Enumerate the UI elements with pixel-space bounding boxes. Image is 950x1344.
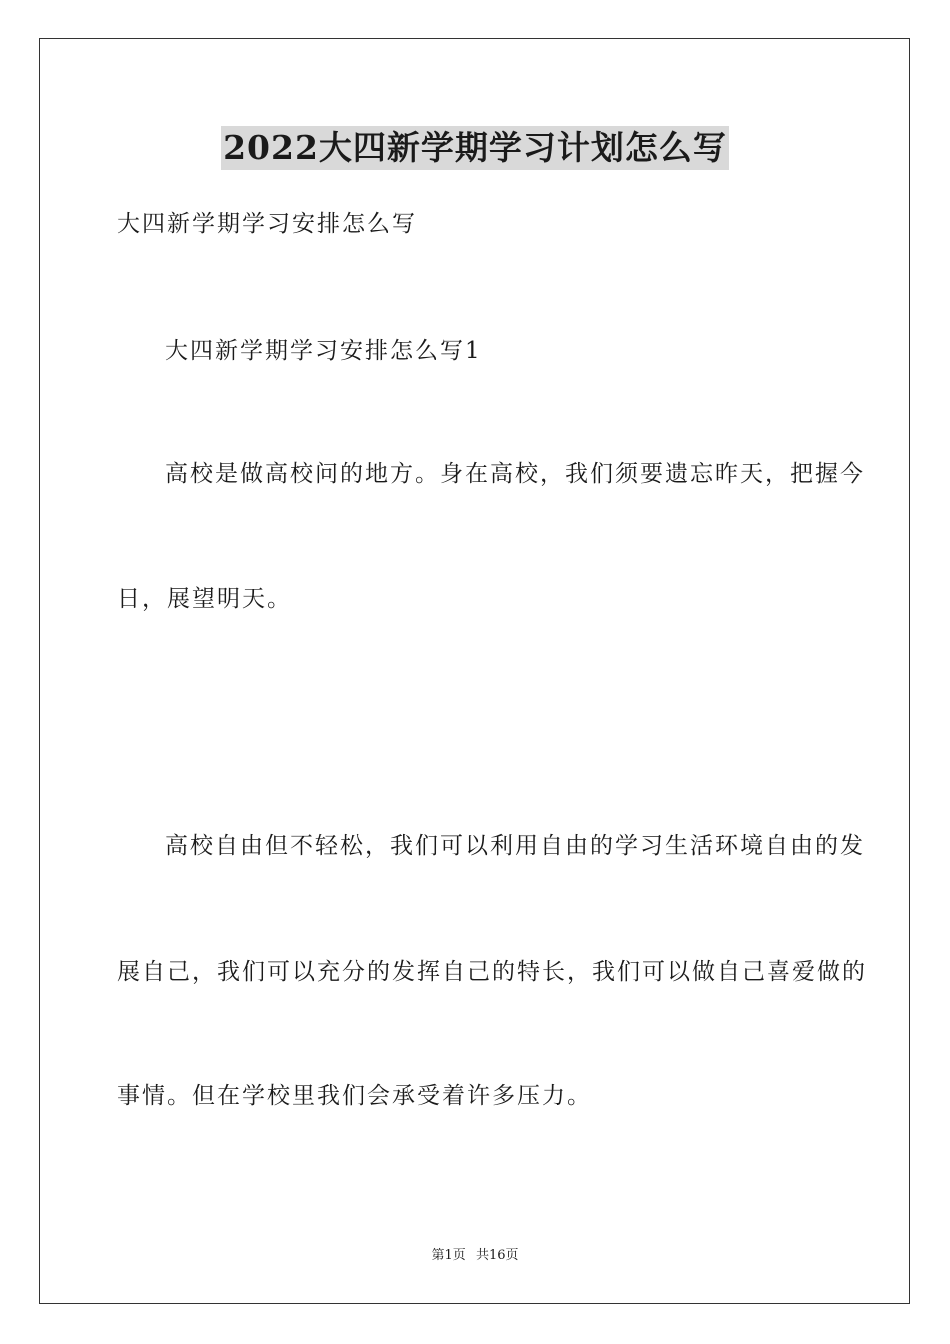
paragraph-line: 高校是做高校问的地方。身在高校，我们须要遗忘昨天，把握今 bbox=[165, 461, 865, 487]
document-subtitle: 大四新学期学习安排怎么写 bbox=[117, 211, 417, 237]
document-title: 2022大四新学期学习计划怎么写 bbox=[221, 126, 729, 170]
section-heading: 大四新学期学习安排怎么写1 bbox=[165, 338, 482, 364]
paragraph-line: 事情。但在学校里我们会承受着许多压力。 bbox=[117, 1083, 592, 1109]
paragraph-line: 高校自由但不轻松，我们可以利用自由的学习生活环境自由的发 bbox=[165, 833, 865, 859]
page-number: 第1页 bbox=[431, 1248, 466, 1263]
page-footer bbox=[0, 1247, 950, 1265]
paragraph-line: 日，展望明天。 bbox=[117, 586, 292, 612]
paragraph-line: 展自己，我们可以充分的发挥自己的特长，我们可以做自己喜爱做的 bbox=[117, 959, 867, 985]
title-container bbox=[0, 126, 950, 170]
page-total: 共16页 bbox=[475, 1248, 519, 1263]
